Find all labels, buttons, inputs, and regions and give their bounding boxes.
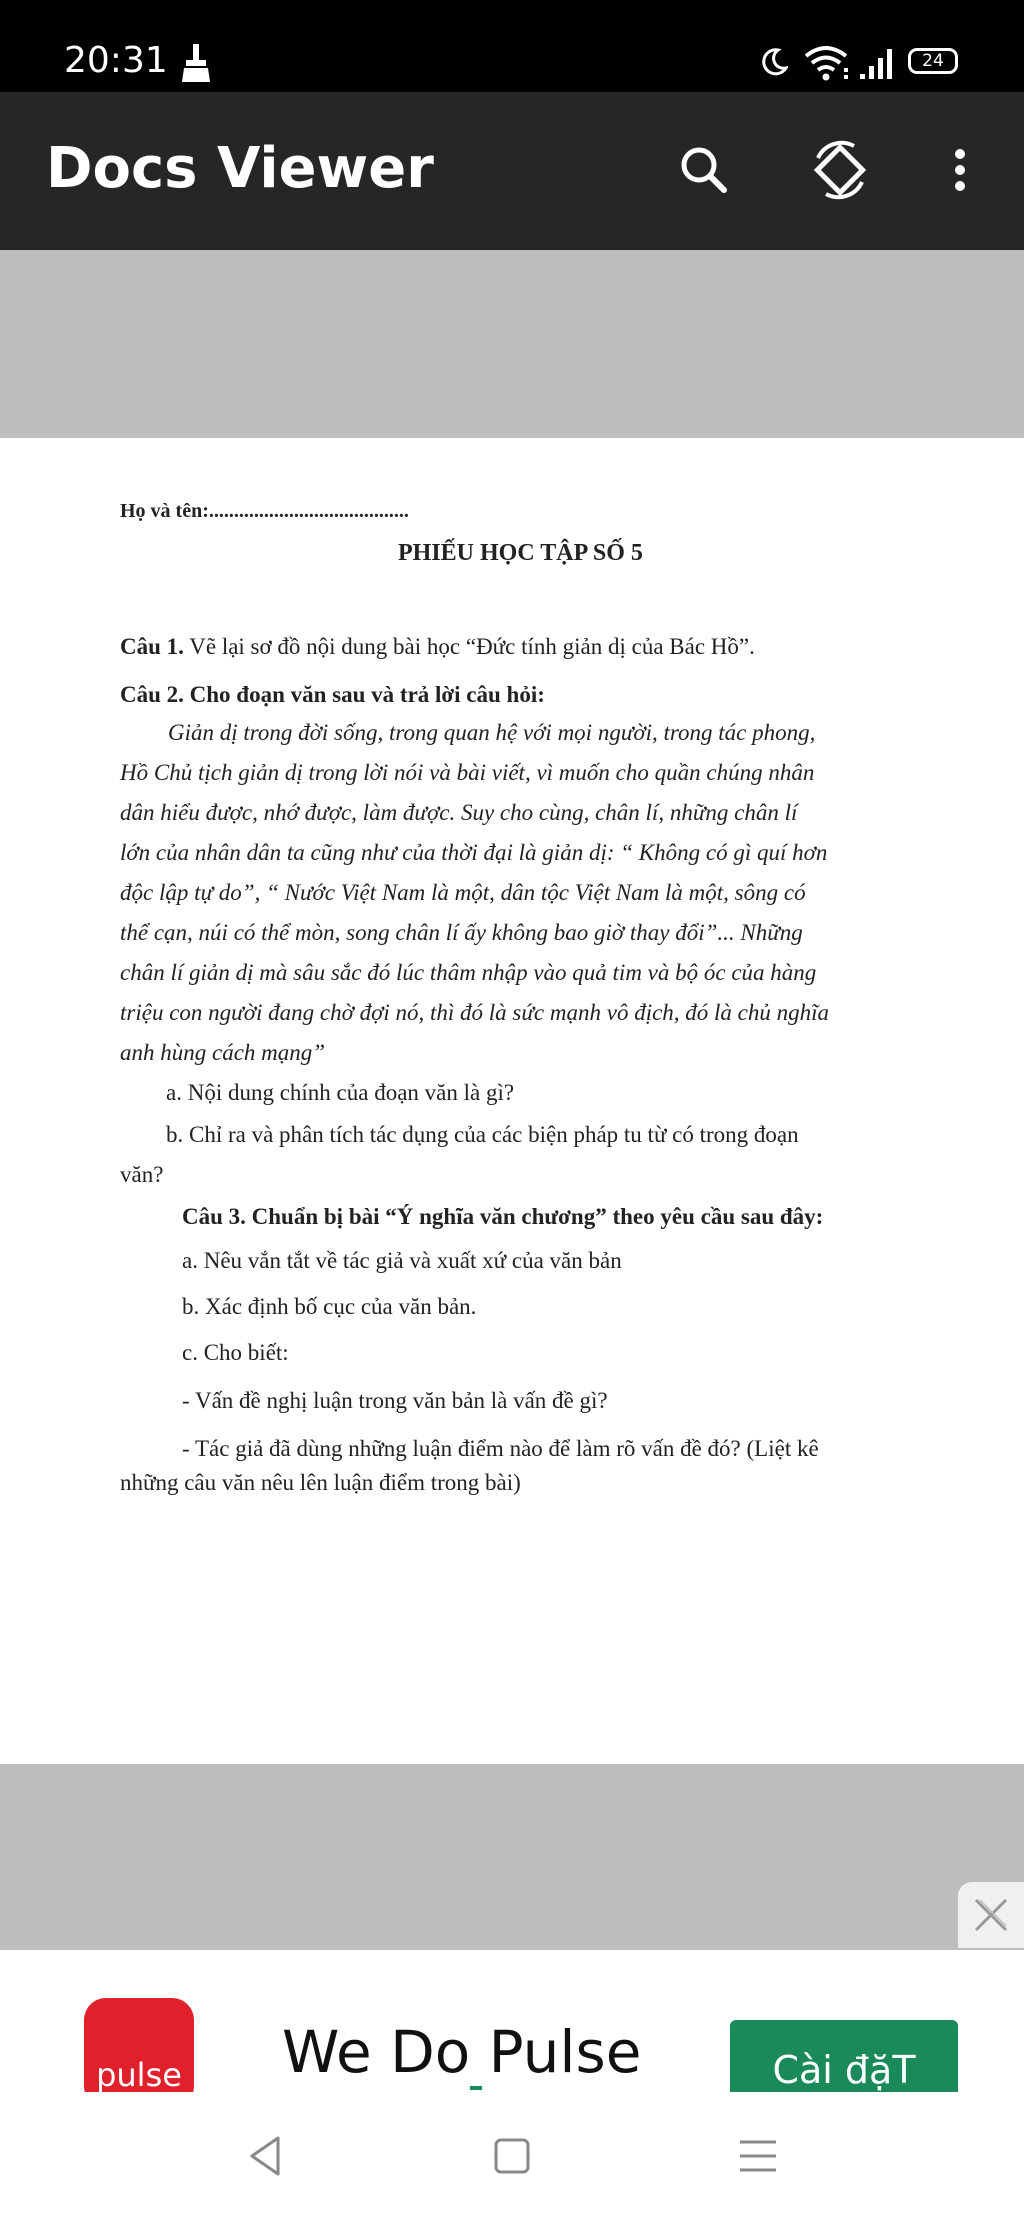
question-2b-cont: văn? <box>120 1162 164 1187</box>
document-page[interactable] <box>0 438 1024 1764</box>
question-3a: a. Nêu vắn tắt về tác giả và xuất xứ của văn bản <box>182 1248 622 1273</box>
passage-line: dân hiểu được, nhớ được, làm được. Suy cho cùng, chân lí, những chân lí <box>120 800 798 825</box>
battery-indicator: 24 <box>908 48 958 74</box>
passage-line: độc lập tự do”, “ Nước Việt Nam là một, dân tộc Việt Nam là một, sông có <box>120 880 806 905</box>
pulse-logo-text: pulse <box>96 2056 182 2092</box>
passage-line: lớn của nhân dân ta cũng như của thời đại là giản dị: “ Không có gì quí hơn <box>120 840 828 865</box>
passage-line: Hồ Chủ tịch giản dị trong lời nói và bài viết, vì muốn cho quần chúng nhân <box>120 760 815 785</box>
signal-icon <box>858 46 898 80</box>
back-triangle-icon <box>242 2132 290 2180</box>
passage-line: anh hùng cách mạng” <box>120 1040 326 1065</box>
app-bar <box>0 92 1024 250</box>
broom-icon <box>180 44 212 82</box>
wifi-icon <box>804 44 852 82</box>
ad-title[interactable]: We Do Pulse <box>282 2018 642 2086</box>
passage-line: chân lí giản dị mà sâu sắc đó lúc thâm nhập vào quả tim và bộ óc của hàng <box>120 960 817 985</box>
screen-rotation-icon <box>804 134 876 206</box>
pulse-logo[interactable] <box>84 1998 194 2092</box>
status-bar <box>0 0 1024 92</box>
menu-lines-icon <box>734 2132 782 2180</box>
question-1 <box>120 634 755 660</box>
search-button[interactable] <box>668 134 740 206</box>
question-3b: b. Xác định bố cục của văn bản. <box>182 1294 477 1319</box>
question-1-label: Câu 1. <box>120 634 184 659</box>
more-options-button[interactable] <box>924 134 996 206</box>
nav-home-button[interactable] <box>488 2132 536 2180</box>
question-1-text: Vẽ lại sơ đồ nội dung bài học “Đức tính giản dị của Bác Hồ”. <box>189 634 755 659</box>
question-3c-item-1: - Vấn đề nghị luận trong văn bản là vấn đề gì? <box>182 1388 608 1413</box>
more-vert-icon <box>924 134 996 206</box>
question-2a: a. Nội dung chính của đoạn văn là gì? <box>166 1080 515 1105</box>
ad-accent-mark <box>470 2086 482 2090</box>
home-square-icon <box>488 2132 536 2180</box>
install-button[interactable]: Cài đặT <box>730 2020 958 2092</box>
passage-line: thể cạn, núi có thể mòn, song chân lí ấy không bao giờ thay đổi”... Những <box>120 920 803 945</box>
question-3c-item-2-cont: những câu văn nêu lên luận điểm trong bài) <box>120 1470 521 1495</box>
nav-back-button[interactable] <box>242 2132 290 2180</box>
rotate-screen-button[interactable] <box>804 134 876 206</box>
close-icon <box>972 1896 1010 1934</box>
app-title: Docs Viewer <box>46 136 434 201</box>
question-2b: b. Chỉ ra và phân tích tác dụng của các biện pháp tu từ có trong đoạn <box>166 1122 799 1147</box>
nav-recents-button[interactable] <box>734 2132 782 2180</box>
question-3c-item-2: - Tác giả đã dùng những luận điểm nào để làm rõ vấn đề đó? (Liệt kê <box>182 1436 819 1461</box>
question-2-label: Câu 2. Cho đoạn văn sau và trả lời câu hỏi: <box>120 682 545 707</box>
passage-line: triệu con người đang chờ đợi nó, thì đó là sức mạnh vô địch, đó là chủ nghĩa <box>120 1000 830 1025</box>
question-3c: c. Cho biết: <box>182 1340 289 1365</box>
passage-line: Giản dị trong đời sống, trong quan hệ với mọi người, trong tác phong, <box>168 720 816 745</box>
moon-icon <box>760 48 788 76</box>
name-line: Họ và tên:........................................ <box>120 500 409 522</box>
navigation-bar <box>0 2092 1024 2217</box>
search-icon <box>668 134 740 206</box>
close-ad-button[interactable] <box>958 1882 1024 1948</box>
ad-banner[interactable] <box>0 1950 1024 2092</box>
question-3-label: Câu 3. Chuẩn bị bài “Ý nghĩa văn chương” theo yêu cầu sau đây: <box>182 1204 824 1229</box>
document-heading: PHIẾU HỌC TẬP SỐ 5 <box>398 540 643 566</box>
status-time: 20:31 <box>64 40 168 81</box>
